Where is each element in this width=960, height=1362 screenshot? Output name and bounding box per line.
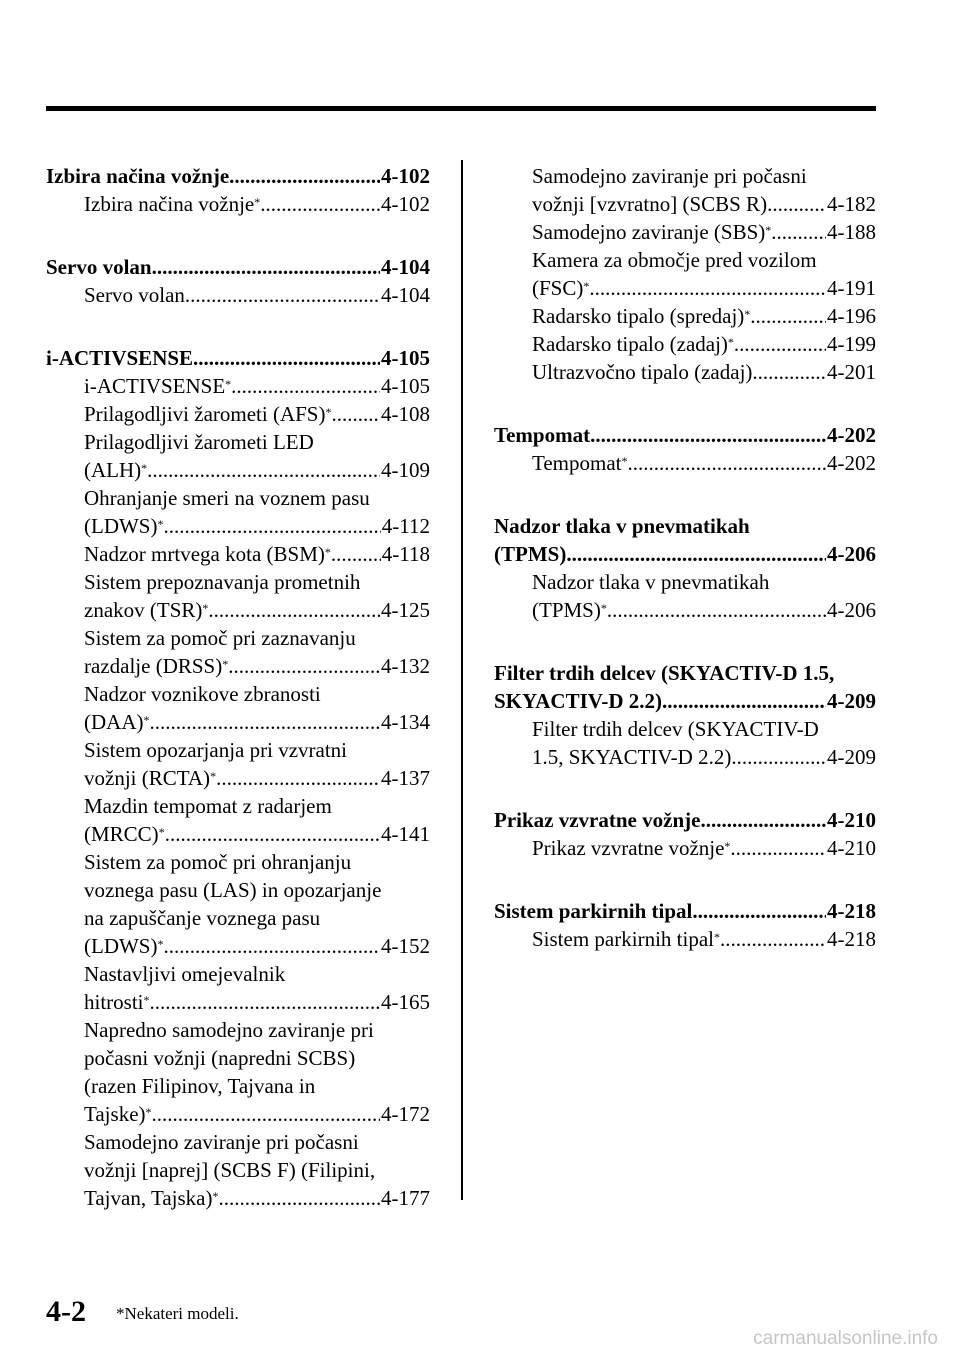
toc-page-number: 4-206	[827, 542, 876, 566]
section-gap	[494, 477, 876, 512]
toc-entry	[494, 274, 876, 302]
dot-leader	[590, 421, 826, 449]
toc-entry-title: i-ACTIVSENSE	[46, 346, 194, 370]
toc-page-number: 4-172	[381, 1102, 430, 1126]
toc-entry-title: Izbira načina vožnje	[46, 164, 230, 188]
dot-leader	[566, 540, 826, 568]
toc-section-heading: Filter trdih delcev (SKYACTIV-D 1.5,	[494, 661, 835, 685]
toc-entry-title: Izbira načina vožnje*	[84, 192, 261, 216]
section-gap	[494, 771, 876, 806]
toc-entry-title: Sistem parkirnih tipal	[494, 899, 693, 923]
toc-section-heading	[494, 687, 876, 715]
toc-entry	[46, 281, 430, 309]
top-rule	[46, 106, 876, 111]
section-gap	[46, 309, 430, 344]
toc-entry: na zapuščanje voznega pasu	[84, 906, 321, 930]
toc-page-number: 4-132	[381, 654, 430, 678]
toc-entry: Mazdin tempomat z radarjem	[84, 794, 332, 818]
section-gap	[494, 386, 876, 421]
toc-page-number: 4-206	[827, 598, 876, 622]
toc-entry: Nadzor voznikove zbranosti	[84, 682, 321, 706]
toc-entry-title: Radarsko tipalo (zadaj)*	[532, 332, 734, 356]
toc-entry: vožnji [naprej] (SCBS F) (Filipini,	[84, 1158, 376, 1182]
dot-leader	[208, 596, 380, 624]
toc-page-number: 4-105	[381, 346, 430, 370]
toc-entry-title: vožnji [vzvratno] (SCBS R)	[532, 192, 768, 216]
toc-page-number: 4-202	[827, 423, 876, 447]
toc-entry-title: (TPMS)	[494, 542, 567, 566]
toc-page-number: 4-218	[827, 927, 876, 951]
toc-entry-title: Tempomat	[494, 423, 591, 447]
dot-leader	[147, 456, 380, 484]
dot-leader	[734, 330, 826, 358]
toc-entry-title: (LDWS)*	[84, 514, 164, 538]
dot-leader	[163, 512, 380, 540]
toc-entry-title: hitrosti*	[84, 990, 150, 1014]
page-number: 4-2	[46, 1295, 86, 1328]
toc-entry	[46, 708, 430, 736]
toc-section-heading: Nadzor tlaka v pnevmatikah	[494, 514, 750, 538]
toc-entry	[46, 764, 430, 792]
toc-entry	[46, 1184, 430, 1212]
toc-entry-title: Prikaz vzvratne vožnje*	[532, 836, 731, 860]
toc-page-number: 4-201	[827, 360, 876, 384]
dot-leader	[771, 218, 826, 246]
dot-leader	[229, 162, 380, 190]
dot-leader	[260, 190, 380, 218]
toc-page-number: 4-109	[381, 458, 430, 482]
toc-entry-title: Sistem parkirnih tipal*	[532, 927, 720, 951]
toc-page-number: 4-188	[827, 220, 876, 244]
toc-page-number: 4-182	[827, 192, 876, 216]
toc-entry-title: znakov (TSR)*	[84, 598, 209, 622]
toc-entry: Samodejno zaviranje pri počasni	[532, 164, 807, 188]
dot-leader	[193, 344, 380, 372]
column-divider	[461, 160, 463, 1200]
toc-entry	[46, 540, 430, 568]
toc-entry	[46, 190, 430, 218]
toc-entry-title: i-ACTIVSENSE*	[84, 374, 232, 398]
dot-leader	[628, 449, 826, 477]
toc-entry: Samodejno zaviranje pri počasni	[84, 1130, 359, 1154]
toc-page-number: 4-152	[381, 934, 430, 958]
toc-entry	[494, 330, 876, 358]
toc-entry	[494, 358, 876, 386]
toc-page-number: 4-102	[381, 192, 430, 216]
toc-entry	[494, 218, 876, 246]
dot-leader	[662, 687, 826, 715]
dot-leader	[152, 253, 380, 281]
toc-section-heading	[494, 421, 876, 449]
toc-entry-title: vožnji (RCTA)*	[84, 766, 217, 790]
dot-leader	[216, 764, 380, 792]
dot-leader	[231, 372, 380, 400]
dot-leader	[165, 820, 380, 848]
toc-entry: Napredno samodejno zaviranje pri	[84, 1018, 374, 1042]
toc-entry: Sistem za pomoč pri zaznavanju	[84, 626, 356, 650]
toc-entry	[46, 652, 430, 680]
dot-leader	[228, 652, 380, 680]
toc-entry: voznega pasu (LAS) in opozarjanje	[84, 878, 382, 902]
toc-entry: Sistem opozarjanja pri vzvratni	[84, 738, 348, 762]
toc-entry: Ohranjanje smeri na voznem pasu	[84, 486, 370, 510]
toc-entry	[494, 302, 876, 330]
toc-section-heading	[494, 897, 876, 925]
toc-right-column	[494, 162, 876, 953]
toc-page-number: 4-118	[381, 542, 430, 566]
toc-entry-title: SKYACTIV-D 2.2)	[494, 689, 663, 713]
toc-page-number: 4-137	[381, 766, 430, 790]
watermark: carmanualsonline.info	[753, 1328, 938, 1349]
toc-entry-title: Ultrazvočno tipalo (zadaj)	[532, 360, 753, 384]
section-gap	[494, 862, 876, 897]
dot-leader	[331, 540, 381, 568]
toc-entry-title: Nadzor mrtvega kota (BSM)*	[84, 542, 331, 566]
toc-entry-title: (TPMS)*	[532, 598, 607, 622]
dot-leader	[720, 925, 826, 953]
dot-leader	[185, 281, 380, 309]
toc-section-heading	[494, 806, 876, 834]
toc-entry-title: Servo volan	[46, 255, 152, 279]
section-gap	[494, 624, 876, 659]
dot-leader	[700, 806, 826, 834]
toc-page-number: 4-165	[381, 990, 430, 1014]
toc-page-number: 4-177	[381, 1186, 430, 1210]
toc-page-number: 4-210	[827, 808, 876, 832]
toc-page-number: 4-105	[381, 374, 430, 398]
toc-page-number: 4-199	[827, 332, 876, 356]
toc-entry	[46, 372, 430, 400]
toc-entry	[494, 743, 876, 771]
toc-page-number: 4-104	[381, 255, 430, 279]
dot-leader	[731, 743, 826, 771]
dot-leader	[607, 596, 826, 624]
toc-entry-title: (FSC)*	[532, 276, 590, 300]
toc-entry-title: Prikaz vzvratne vožnje	[494, 808, 701, 832]
toc-page-number: 4-108	[381, 402, 430, 426]
toc-page-number: 4-112	[381, 514, 430, 538]
toc-entry	[46, 988, 430, 1016]
dot-leader	[149, 708, 380, 736]
toc-page-number: 4-196	[827, 304, 876, 328]
toc-entry	[46, 596, 430, 624]
toc-entry-title: (ALH)*	[84, 458, 148, 482]
toc-page-number: 4-218	[827, 899, 876, 923]
toc-page-number: 4-141	[381, 822, 430, 846]
toc-entry	[494, 925, 876, 953]
toc-entry-title: 1.5, SKYACTIV-D 2.2)	[532, 745, 732, 769]
toc-entry	[494, 834, 876, 862]
dot-leader	[752, 358, 826, 386]
toc-entry-title: Servo volan	[84, 283, 185, 307]
toc-entry-title: Radarsko tipalo (spredaj)*	[532, 304, 751, 328]
toc-entry	[46, 512, 430, 540]
toc-entry-title: (MRCC)*	[84, 822, 165, 846]
toc-page-number: 4-209	[827, 745, 876, 769]
toc-entry: Sistem za pomoč pri ohranjanju	[84, 850, 352, 874]
toc-entry-title: (DAA)*	[84, 710, 150, 734]
dot-leader	[152, 1100, 380, 1128]
dot-leader	[150, 988, 380, 1016]
toc-page-number: 4-102	[381, 164, 430, 188]
toc-page-number: 4-209	[827, 689, 876, 713]
dot-leader	[730, 834, 826, 862]
toc-page-number: 4-191	[827, 276, 876, 300]
toc-entry	[46, 932, 430, 960]
toc-entry: Sistem prepoznavanja prometnih	[84, 570, 361, 594]
toc-section-heading	[494, 540, 876, 568]
dot-leader	[767, 190, 826, 218]
toc-entry	[46, 456, 430, 484]
toc-page-number: 4-202	[827, 451, 876, 475]
toc-entry: Kamera za območje pred vozilom	[532, 248, 817, 272]
toc-entry: Prilagodljivi žarometi LED	[84, 430, 314, 454]
toc-entry-title: razdalje (DRSS)*	[84, 654, 229, 678]
dot-leader	[163, 932, 380, 960]
toc-entry-title: Tajske)*	[84, 1102, 152, 1126]
toc-entry	[46, 1100, 430, 1128]
toc-entry: Nastavljivi omejevalnik	[84, 962, 286, 986]
toc-entry	[46, 820, 430, 848]
toc-section-heading	[46, 253, 430, 281]
toc-entry: Filter trdih delcev (SKYACTIV-D	[532, 717, 819, 741]
toc-left-column	[46, 162, 430, 1212]
dot-leader	[750, 302, 826, 330]
toc-section-heading	[46, 162, 430, 190]
toc-entry	[494, 449, 876, 477]
toc-page-number: 4-210	[827, 836, 876, 860]
toc-entry-title: Samodejno zaviranje (SBS)*	[532, 220, 772, 244]
toc-entry-title: (LDWS)*	[84, 934, 164, 958]
toc-entry	[46, 400, 430, 428]
toc-entry: počasni vožnji (napredni SCBS)	[84, 1046, 356, 1070]
dot-leader	[692, 897, 826, 925]
toc-entry	[494, 190, 876, 218]
dot-leader	[589, 274, 826, 302]
toc-entry-title: Tempomat*	[532, 451, 628, 475]
toc-page-number: 4-104	[381, 283, 430, 307]
toc-page-number: 4-125	[381, 598, 430, 622]
toc-entry-title: Tajvan, Tajska)*	[84, 1186, 219, 1210]
toc-entry: (razen Filipinov, Tajvana in	[84, 1074, 316, 1098]
toc-entry-title: Prilagodljivi žarometi (AFS)*	[84, 402, 332, 426]
dot-leader	[331, 400, 380, 428]
toc-entry	[494, 596, 876, 624]
toc-section-heading	[46, 344, 430, 372]
toc-entry: Nadzor tlaka v pnevmatikah	[532, 570, 770, 594]
footnote: *Nekateri modeli.	[116, 1304, 239, 1323]
dot-leader	[218, 1184, 380, 1212]
section-gap	[46, 218, 430, 253]
toc-page-number: 4-134	[381, 710, 430, 734]
